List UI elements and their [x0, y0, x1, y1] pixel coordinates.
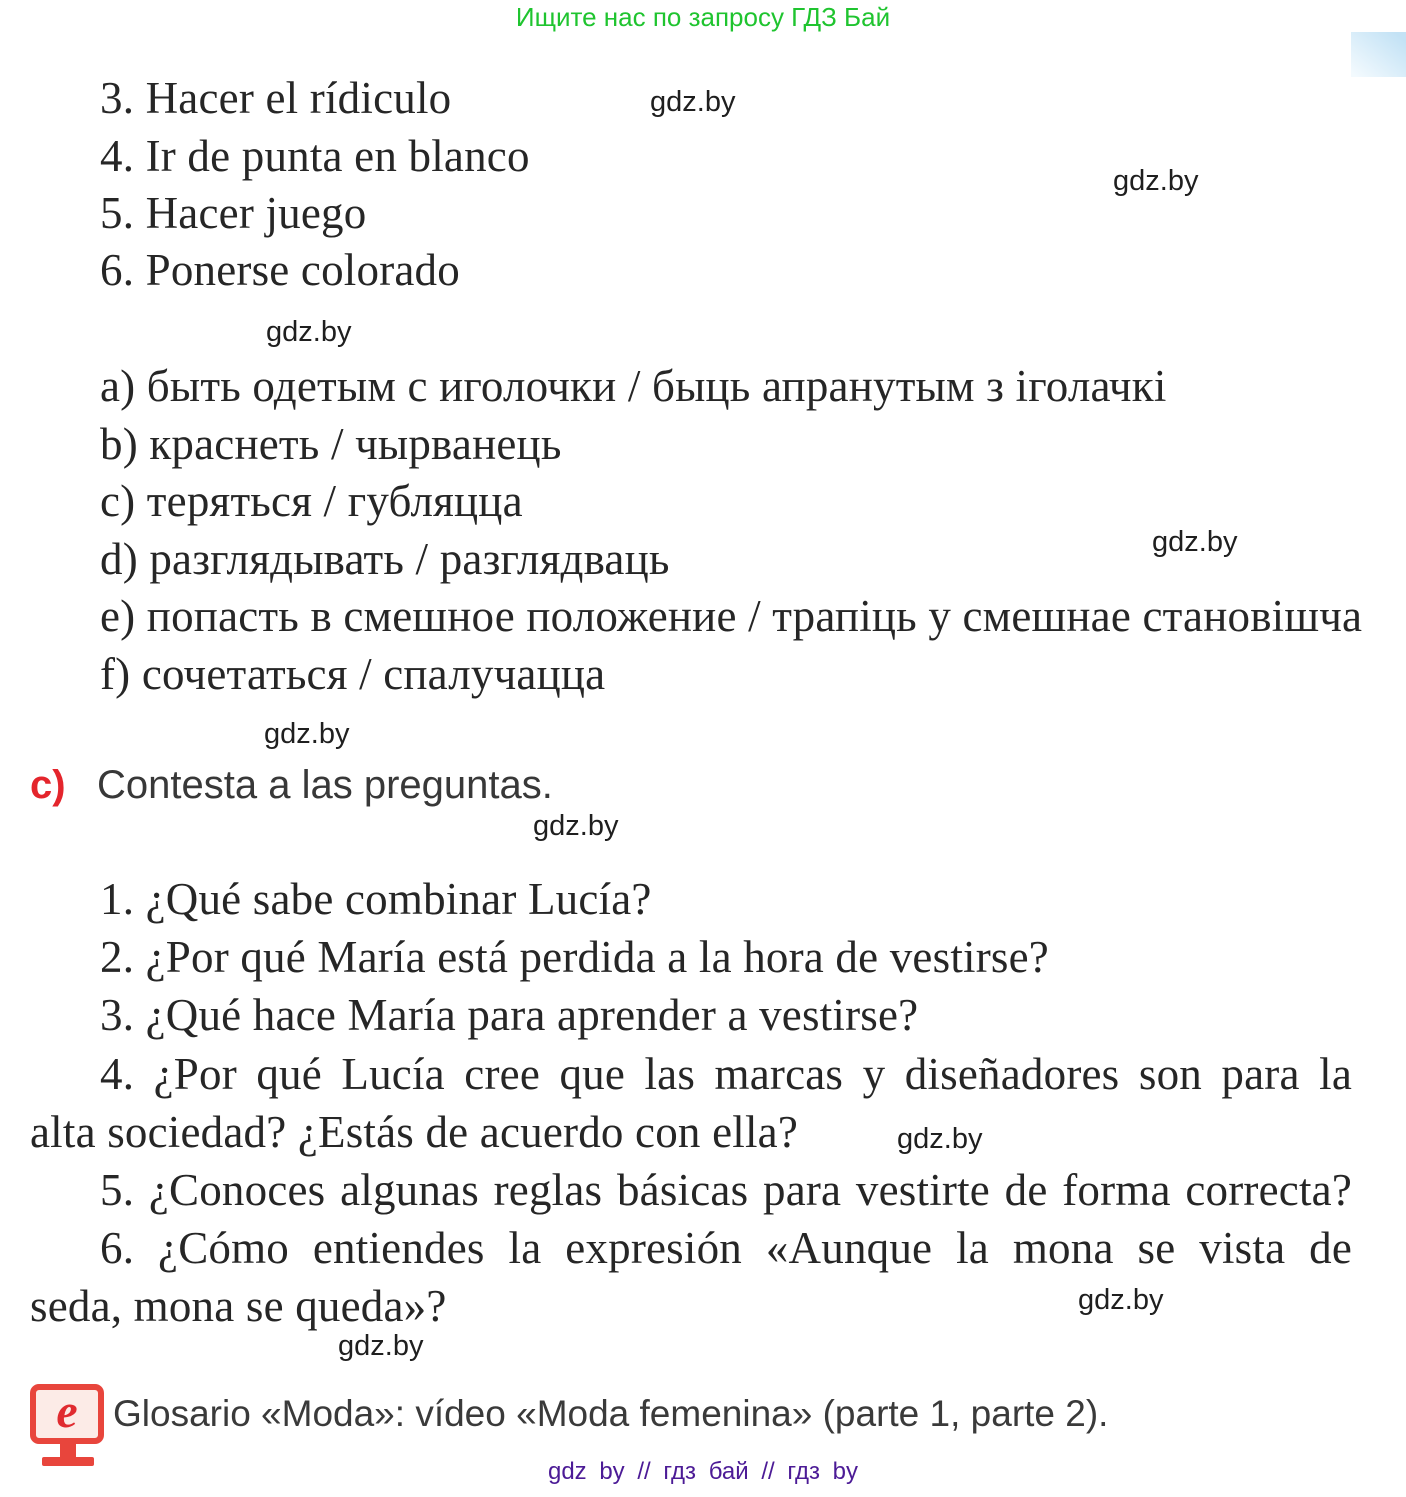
- matching-option: f) сочетаться / спалучацца: [100, 649, 606, 699]
- matching-item: 3. Hacer el rídiculo: [100, 73, 452, 123]
- matching-item: 6. Ponerse colorado: [100, 245, 460, 295]
- matching-item: 4. Ir de punta en blanco: [100, 131, 530, 181]
- question-4-line-1: 4. ¿Por qué Lucía cree que las marcas y diseñadores son para la: [100, 1049, 1352, 1099]
- promo-banner: Ищите нас по запросу ГДЗ Бай: [515, 2, 891, 32]
- task-c-label: c): [30, 763, 66, 807]
- gdz-watermark: gdz.by: [264, 718, 350, 750]
- question-5: 5. ¿Conoces algunas reglas básicas para vestirte de forma correcta?: [100, 1165, 1352, 1215]
- question-1: 1. ¿Qué sabe combinar Lucía?: [100, 874, 652, 924]
- footer-watermark: gdz by // гдз бай // гдз by: [547, 1458, 859, 1485]
- matching-option: b) краснеть / чырванець: [100, 419, 562, 469]
- gdz-watermark: gdz.by: [266, 316, 352, 348]
- question-3: 3. ¿Qué hace María para aprender a vestirse?: [100, 990, 919, 1040]
- corner-highlight: [1351, 32, 1406, 77]
- glossary-reference: Glosario «Moda»: vídeo «Moda femenina» (parte 1, parte 2).: [113, 1393, 1109, 1434]
- question-4-line-2: alta sociedad? ¿Estás de acuerdo con ella?: [30, 1107, 798, 1157]
- monitor-stand: [60, 1444, 76, 1457]
- matching-option: c) теряться / губляцца: [100, 476, 523, 526]
- gdz-watermark: gdz.by: [1113, 165, 1199, 197]
- gdz-watermark: gdz.by: [338, 1330, 424, 1362]
- matching-option: a) быть одетым с иголочки / быць апранутым з іголачкі: [100, 361, 1167, 411]
- question-6-line-2: seda, mona se queda»?: [30, 1281, 447, 1331]
- matching-item: 5. Hacer juego: [100, 188, 367, 238]
- question-2: 2. ¿Por qué María está perdida a la hora de vestirse?: [100, 932, 1049, 982]
- question-6-line-1: 6. ¿Cómo entiendes la expresión «Aunque la mona se vista de: [100, 1223, 1352, 1273]
- gdz-watermark: gdz.by: [650, 86, 736, 118]
- gdz-watermark: gdz.by: [1078, 1284, 1164, 1316]
- matching-option: d) разглядывать / разглядваць: [100, 534, 670, 584]
- gdz-watermark: gdz.by: [1152, 526, 1238, 558]
- e-letter: e: [56, 1385, 78, 1438]
- monitor-screen: [30, 1384, 104, 1444]
- task-c-instruction: Contesta a las preguntas.: [97, 763, 553, 807]
- gdz-watermark: gdz.by: [897, 1123, 983, 1155]
- gdz-watermark: gdz.by: [533, 810, 619, 842]
- matching-option: e) попасть в смешное положение / трапіць у смешнае становішча: [100, 591, 1363, 641]
